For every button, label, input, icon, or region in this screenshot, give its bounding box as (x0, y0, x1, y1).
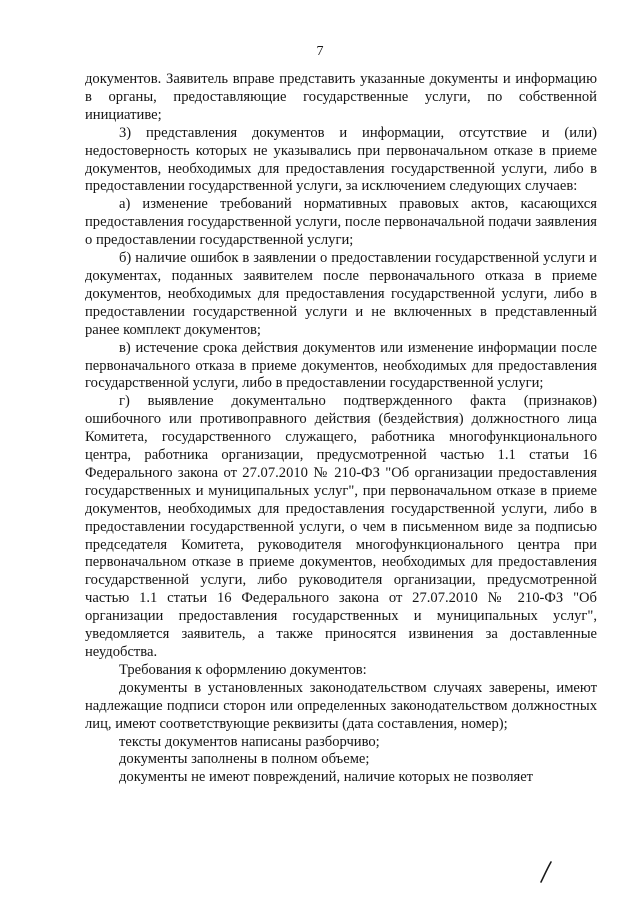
paragraph-item-a: а) изменение требований нормативных правовых актов, касающихся предоставления государственной услуги, после первоначальной подачи заявления о предоставлении государственной услуги; (85, 196, 597, 249)
paragraph-item-g: г) выявление документально подтвержденного факта (признаков) ошибочного или противоправного действия (бездействия) должностного лица Комитета, государственного служащего, работника многофункционального центра, работника организации, предусмотренной частью 1.1 статьи 16 Федерального закона от 27.07.2010 № 210-ФЗ "Об организации предоставления государственных и муниципальных услуг", при первоначальном отказе в приеме документов, необходимых для предоставления государственной услуги, либо в предоставлении государственной услуги, о чем в письменном виде за подписью председателя Комитета, руководителя многофункционального центра при первоначальном отказе в приеме документов, необходимых для предоставления государственной услуги, либо руководителя организации, предусмотренной частью 1.1 статьи 16 Федерального закона от 27.07.2010 № 210-ФЗ "Об организации предоставления государственных и муниципальных услуг", уведомляется заявитель, а также приносятся извинения за доставленные неудобства. (85, 393, 597, 660)
paragraph-requirement-certified: документы в установленных законодательством случаях заверены, имеют надлежащие подписи сторон или определенных законодательством должностных лиц, имеют соответствующие реквизиты (дата составления, номер); (85, 679, 597, 732)
document-body (85, 71, 597, 787)
paragraph-item-3: 3) представления документов и информации, отсутствие и (или) недостоверность которых не указывались при первоначальном отказе в приеме документов, необходимых для предоставления государственной услуги, либо в предоставлении государственной услуги, за исключением следующих случаев: (85, 124, 597, 195)
paragraph-requirement-complete: документы заполнены в полном объеме; (119, 751, 370, 768)
paragraph-item-v: в) истечение срока действия документов или изменение информации после первоначального отказа в приеме документов, необходимых для предоставления государственной услуги, либо в предоставлении государственной услуги; (85, 339, 597, 392)
page-number: 7 (316, 44, 324, 59)
paragraph-item-b: б) наличие ошибок в заявлении о предоставлении государственной услуги и документах, поданных заявителем после первоначального отказа в приеме документов, необходимых для предоставления государственной услуги, либо в предоставлении государственной услуги и не включенных в представленный ранее комплект документов; (85, 250, 597, 338)
paragraph-continuation: документов. Заявитель вправе представить указанные документы и информацию в органы, предоставляющие государственные услуги, по собственной инициативе; (85, 71, 597, 123)
paragraph-requirement-undamaged: документы не имеют повреждений, наличие которых не позволяет (119, 769, 534, 786)
pen-mark (538, 860, 554, 884)
paragraph-requirement-legible: тексты документов написаны разборчиво; (119, 733, 380, 750)
paragraph-requirements-heading: Требования к оформлению документов: (119, 661, 367, 678)
